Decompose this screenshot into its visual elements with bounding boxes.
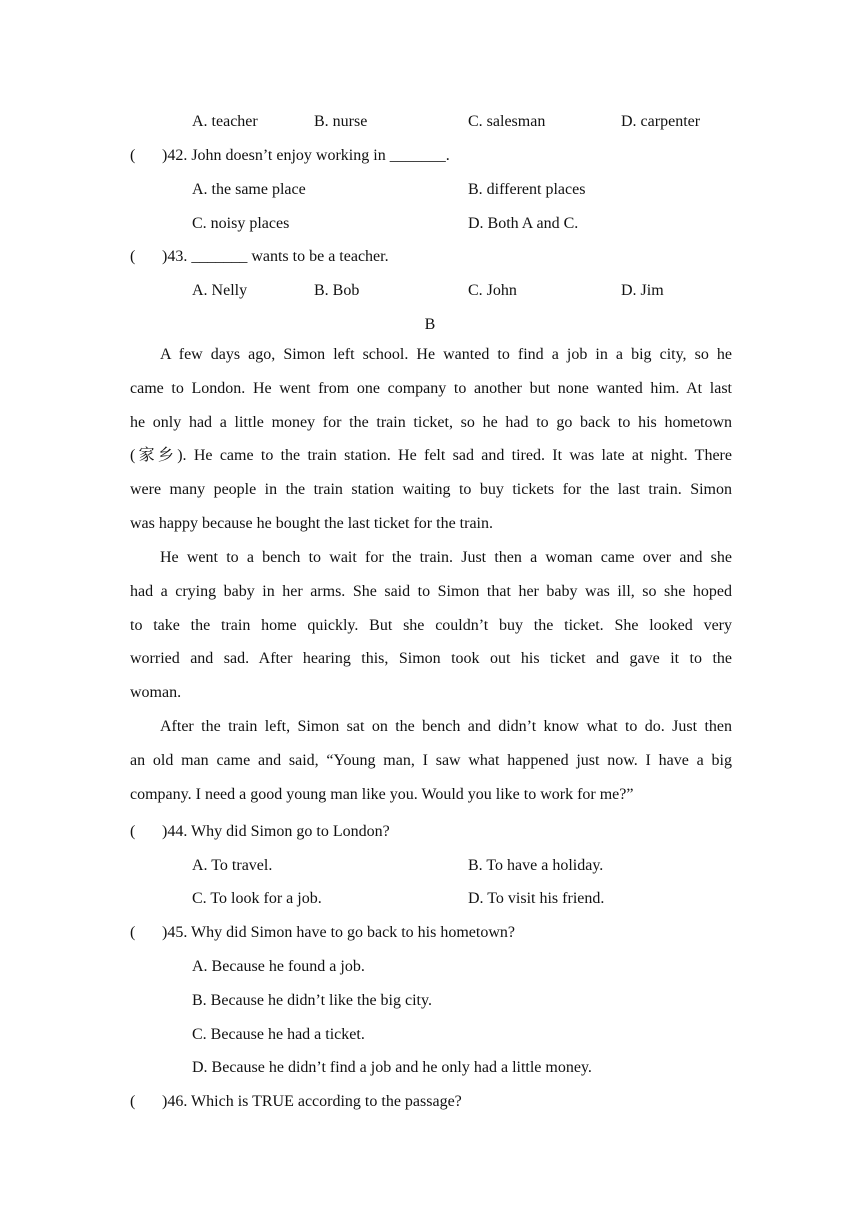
q44-option-a: A. To travel.: [192, 857, 273, 874]
answer-blank: (: [130, 823, 136, 840]
passage-line: woman.: [130, 684, 182, 702]
q44-option-c: C. To look for a job.: [192, 890, 322, 907]
passage-line: he only had a little money for the train ticket, so he had to go back to his hometown: [130, 413, 732, 431]
passage-paragraph-3: [130, 710, 732, 811]
passage-line: an old man came and said, “Young man, I saw what happened just now. I have a big: [130, 751, 732, 769]
answer-blank: (: [130, 248, 136, 265]
passage-line: (家乡). He came to the train station. He felt sad and tired. It was late at night. There: [130, 447, 732, 465]
section-title: B: [424, 316, 436, 333]
q46-text: )46. Which is TRUE according to the passage?: [162, 1093, 462, 1110]
passage-paragraph-2: [130, 541, 732, 710]
q43-text: )43. _______ wants to be a teacher.: [162, 248, 389, 265]
q42-option-b: B. different places: [468, 181, 586, 198]
q45-option-c: C. Because he had a ticket.: [192, 1026, 365, 1043]
passage-line: were many people in the train station waiting to buy tickets for the last train. Simon: [130, 481, 732, 499]
q41-option-c: C. salesman: [468, 113, 546, 130]
answer-blank: (: [130, 924, 136, 941]
q42-text: )42. John doesn’t enjoy working in _______.: [162, 147, 450, 164]
q45-option-a: A. Because he found a job.: [192, 958, 365, 975]
passage-line: A few days ago, Simon left school. He wanted to find a job in a big city, so he: [160, 346, 732, 363]
q45-text: )45. Why did Simon have to go back to his hometown?: [162, 924, 515, 941]
q41-option-d: D. carpenter: [621, 113, 701, 130]
q44-option-b: B. To have a holiday.: [468, 857, 604, 874]
answer-blank: (: [130, 1093, 136, 1110]
passage-line: was happy because he bought the last ticket for the train.: [130, 514, 493, 532]
answer-blank: (: [130, 147, 136, 164]
q42-option-c: C. noisy places: [192, 215, 290, 232]
q41-option-a: A. teacher: [192, 113, 258, 130]
passage-line: worried and sad. After hearing this, Simon took out his ticket and gave it to the: [130, 650, 732, 668]
q43-option-c: C. John: [468, 282, 517, 299]
q45-option-b: B. Because he didn’t like the big city.: [192, 992, 432, 1009]
passage-line: He went to a bench to wait for the train. Just then a woman came over and she: [160, 549, 732, 566]
q43-option-b: B. Bob: [314, 282, 360, 299]
q45-option-d: D. Because he didn’t find a job and he only had a little money.: [192, 1059, 592, 1076]
passage-line: to take the train home quickly. But she couldn’t buy the ticket. She looked very: [130, 616, 732, 634]
q43-option-d: D. Jim: [621, 282, 664, 299]
q43-option-a: A. Nelly: [192, 282, 248, 299]
passage-line: came to London. He went from one company to another but none wanted him. At last: [130, 379, 732, 397]
passage-line: After the train left, Simon sat on the bench and didn’t know what to do. Just then: [160, 718, 732, 735]
q41-option-b: B. nurse: [314, 113, 368, 130]
q44-option-d: D. To visit his friend.: [468, 890, 605, 907]
passage-line: company. I need a good young man like you. Would you like to work for me?”: [130, 785, 634, 803]
q42-option-a: A. the same place: [192, 181, 306, 198]
passage-paragraph-1: [130, 338, 732, 541]
passage-line: had a crying baby in her arms. She said to Simon that her baby was ill, so she hoped: [130, 582, 732, 600]
q44-text: )44. Why did Simon go to London?: [162, 823, 390, 840]
q42-option-d: D. Both A and C.: [468, 215, 579, 232]
